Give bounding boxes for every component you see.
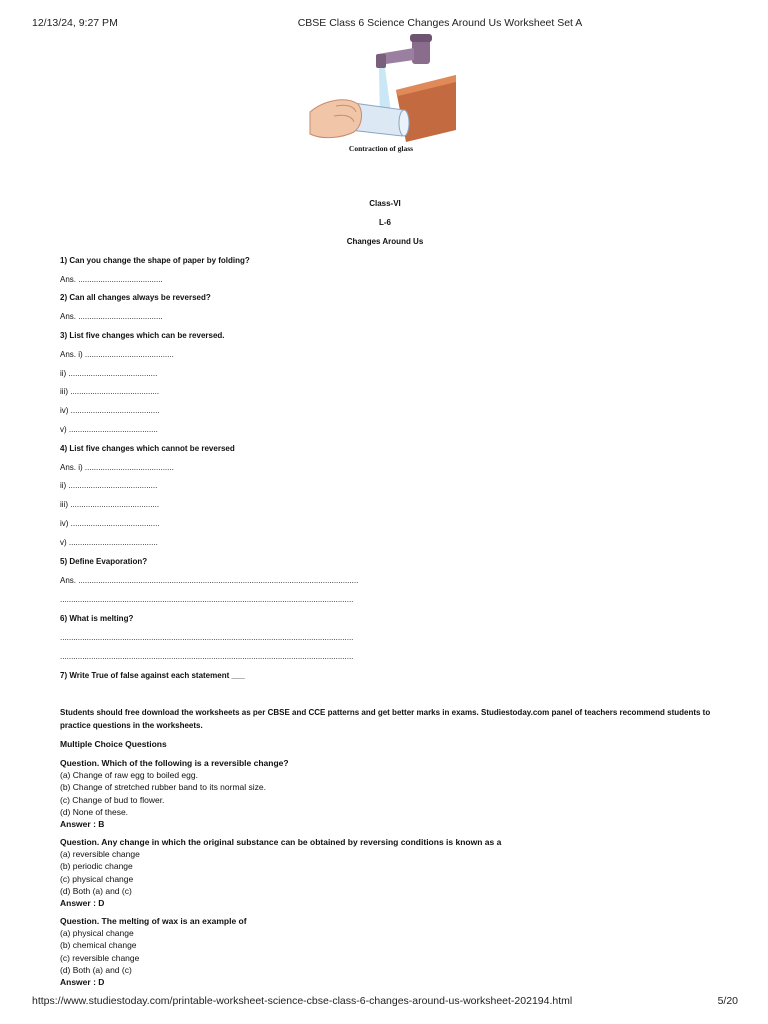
answer-line: iii) ........................................ bbox=[60, 387, 160, 396]
mcq-option: (b) periodic change bbox=[60, 861, 133, 872]
footer-url: https://www.studiestoday.com/printable-worksheet-science-cbse-class-6-changes-around-us-worksheet-202194.html bbox=[32, 995, 573, 1007]
mcq-option: (c) physical change bbox=[60, 873, 134, 884]
question-line: 1) Can you change the shape of paper by folding? bbox=[60, 256, 250, 265]
glass-under-tap-illustration bbox=[306, 30, 456, 142]
mcq-option: (b) Change of stretched rubber band to its normal size. bbox=[60, 782, 266, 793]
figure-caption: Contraction of glass bbox=[348, 144, 414, 153]
mcq-section-heading: Multiple Choice Questions bbox=[60, 739, 167, 749]
class-heading: Class-VI bbox=[369, 199, 401, 208]
mcq-option: (d) Both (a) and (c) bbox=[60, 885, 132, 896]
mcq-item bbox=[60, 757, 289, 830]
mcq-item bbox=[60, 836, 501, 909]
answer-line: v) ........................................ bbox=[60, 425, 158, 434]
mcq-option: (d) Both (a) and (c) bbox=[60, 964, 132, 975]
answer-line: .................................................................................................................................... bbox=[60, 652, 354, 661]
answer-line: v) ........................................ bbox=[60, 538, 158, 547]
question-line: 7) Write True of false against each statement ___ bbox=[60, 671, 245, 680]
question-line: 6) What is melting? bbox=[60, 614, 134, 623]
answer-line: .................................................................................................................................... bbox=[60, 633, 354, 642]
chapter-heading: Changes Around Us bbox=[346, 237, 424, 246]
mcq-item bbox=[60, 915, 247, 988]
print-datetime: 12/13/24, 9:27 PM bbox=[32, 17, 118, 29]
promo-paragraph: Students should free download the worksheets as per CBSE and CCE patterns and get better marks in exams. Studiestoday.com panel of teachers recommend students to practice questions in the worksheets. bbox=[60, 708, 711, 730]
answer-line: Ans. ...................................... bbox=[60, 275, 163, 284]
mcq-option: (d) None of these. bbox=[60, 806, 129, 817]
page-title: CBSE Class 6 Science Changes Around Us Worksheet Set A bbox=[297, 17, 583, 29]
page-number: 5/20 bbox=[717, 995, 738, 1007]
mcq-option: (a) reversible change bbox=[60, 849, 140, 860]
mcq-option: (c) reversible change bbox=[60, 952, 140, 963]
question-line: 3) List five changes which can be reversed. bbox=[60, 331, 225, 340]
answer-line: ii) ........................................ bbox=[60, 369, 158, 378]
answer-line: Ans. i) ........................................ bbox=[60, 350, 174, 359]
mcq-question: Question. Any change in which the original substance can be obtained by reversing conditions is known as a bbox=[60, 837, 502, 847]
answer-line: iii) ........................................ bbox=[60, 500, 160, 509]
mcq-answer: Answer : D bbox=[60, 898, 105, 909]
answer-line: ii) ........................................ bbox=[60, 481, 158, 490]
answer-line: iv) ........................................ bbox=[60, 406, 160, 415]
mcq-answer: Answer : B bbox=[60, 819, 105, 830]
mcq-answer: Answer : D bbox=[60, 977, 105, 988]
question-line: 4) List five changes which cannot be reversed bbox=[60, 444, 235, 453]
mcq-option: (b) chemical change bbox=[60, 940, 137, 951]
mcq-question: Question. Which of the following is a reversible change? bbox=[60, 758, 289, 768]
mcq-option: (a) physical change bbox=[60, 928, 134, 939]
question-line: 2) Can all changes always be reversed? bbox=[60, 293, 211, 302]
answer-line: Ans. i) ........................................ bbox=[60, 463, 174, 472]
mcq-option: (c) Change of bud to flower. bbox=[60, 794, 165, 805]
question-line: 5) Define Evaporation? bbox=[60, 557, 148, 566]
lesson-heading: L-6 bbox=[379, 218, 391, 227]
answer-line: Ans. .............................................................................................................................. bbox=[60, 576, 359, 585]
mcq-question: Question. The melting of wax is an example of bbox=[60, 916, 247, 926]
answer-line: Ans. ...................................... bbox=[60, 312, 163, 321]
mcq-option: (a) Change of raw egg to boiled egg. bbox=[60, 770, 198, 781]
answer-line: .................................................................................................................................... bbox=[60, 595, 354, 604]
answer-line: iv) ........................................ bbox=[60, 519, 160, 528]
